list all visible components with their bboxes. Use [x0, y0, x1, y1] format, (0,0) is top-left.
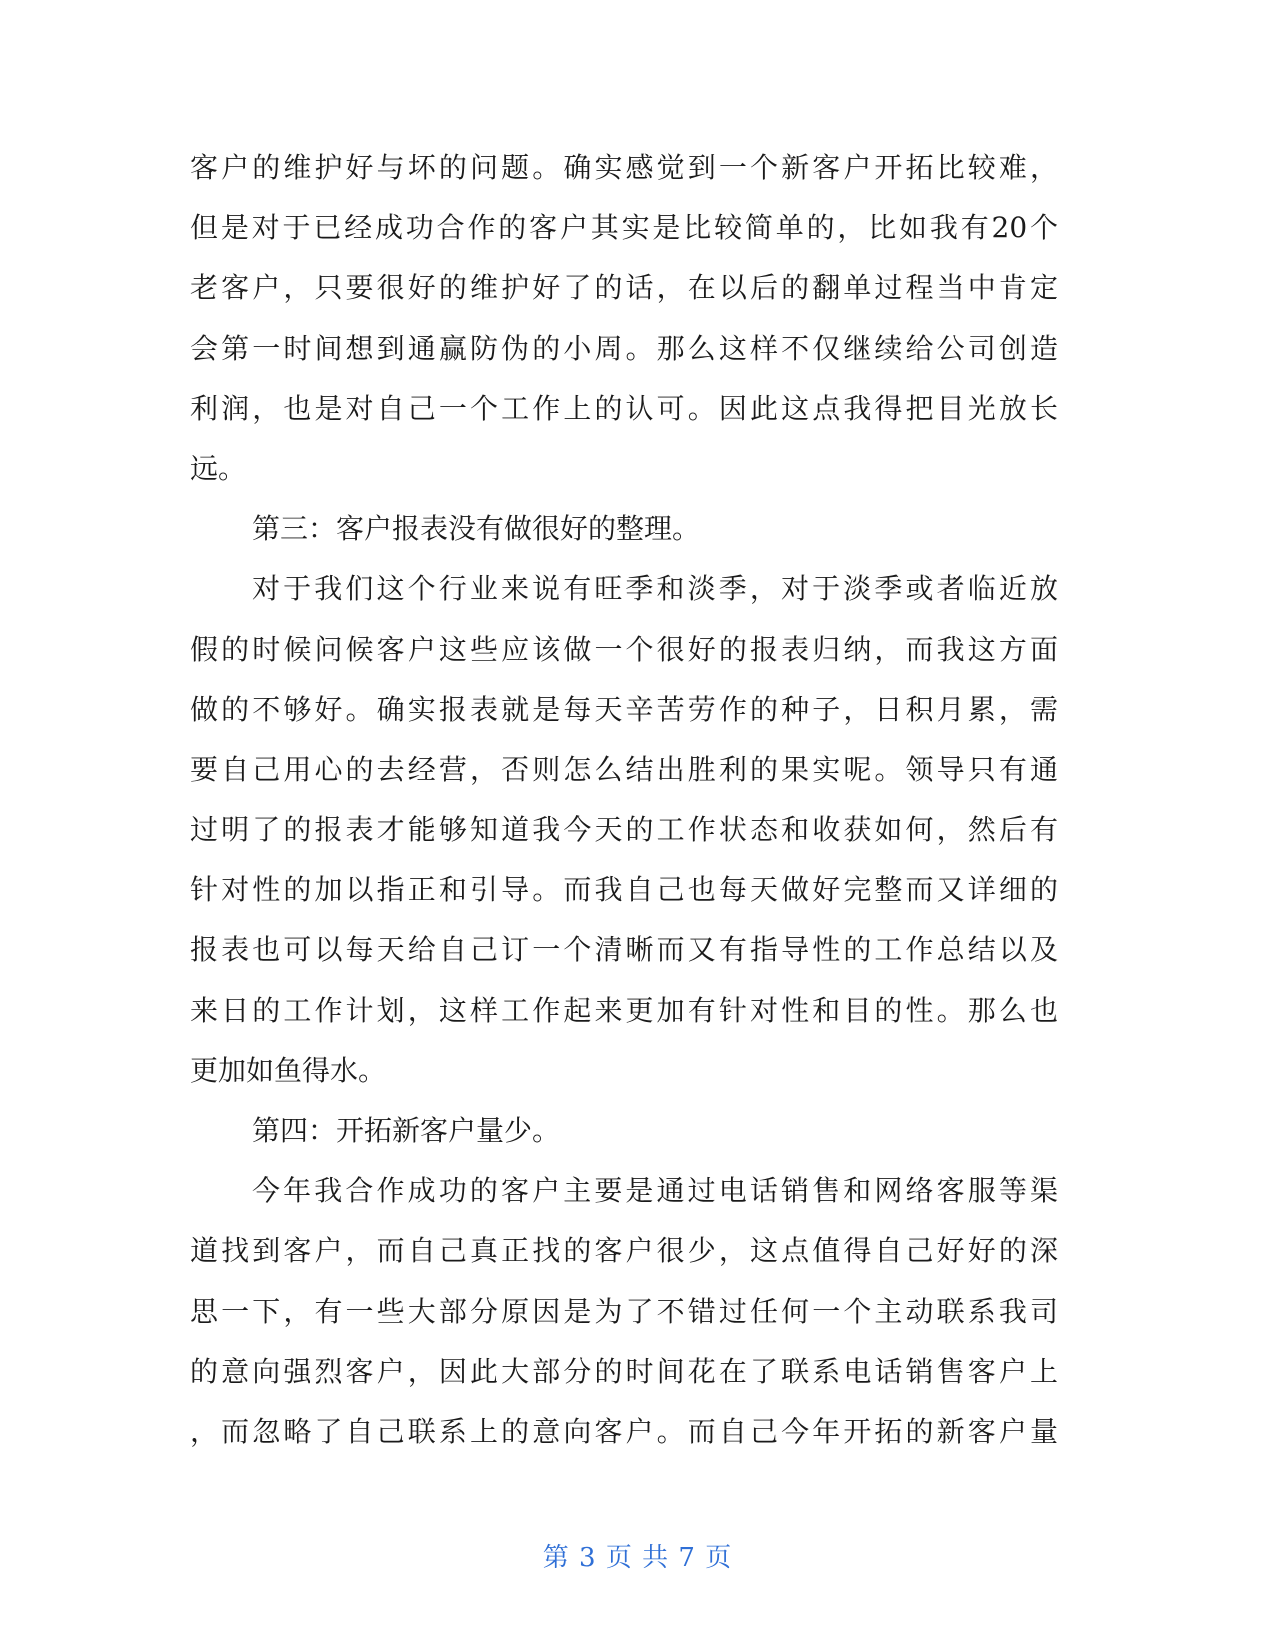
text-line: 过明了的报表才能够知道我今天的工作状态和收获如何，然后有	[190, 813, 1058, 847]
text-line: 老客户，只要很好的维护好了的话，在以后的翻单过程当中肯定	[190, 271, 1058, 305]
text-line: 来日的工作计划，这样工作起来更加有针对性和目的性。那么也	[190, 993, 1058, 1027]
text-line: 客户的维护好与坏的问题。确实感觉到一个新客户开拓比较难，	[190, 151, 1058, 184]
text-line: 更加如鱼得水。	[190, 1053, 387, 1087]
text-line: ，而忽略了自己联系上的意向客户。而自己今年开拓的新客户量	[190, 1414, 1058, 1448]
text-line: 远。	[190, 451, 247, 485]
text-line: 要自己用心的去经营，否则怎么结出胜利的果实呢。领导只有通	[190, 752, 1058, 786]
text-line: 假的时候问候客户这些应该做一个很好的报表归纳，而我这方面	[190, 632, 1058, 666]
text-line: 的意向强烈客户，因此大部分的时间花在了联系电话销售客户上	[190, 1354, 1058, 1388]
text-line: 道找到客户，而自己真正找的客户很少，这点值得自己好好的深	[190, 1234, 1058, 1268]
text-line: 做的不够好。确实报表就是每天辛苦劳作的种子，日积月累，需	[190, 692, 1058, 726]
text-line: 但是对于已经成功合作的客户其实是比较简单的，比如我有20个	[190, 211, 1058, 245]
text-line: 报表也可以每天给自己订一个清晰而又有指导性的工作总结以及	[190, 933, 1058, 967]
text-line: 今年我合作成功的客户主要是通过电话销售和网络客服等渠	[252, 1174, 1058, 1208]
text-line: 对于我们这个行业来说有旺季和淡季，对于淡季或者临近放	[252, 572, 1058, 606]
text-line: 利润，也是对自己一个工作上的认可。因此这点我得把目光放长	[190, 391, 1058, 425]
text-line: 针对性的加以指正和引导。而我自己也每天做好完整而又详细的	[190, 873, 1058, 907]
text-line: 第四：开拓新客户量少。	[252, 1114, 561, 1147]
text-line: 第三：客户报表没有做很好的整理。	[252, 512, 701, 546]
body-text	[190, 138, 1058, 1462]
text-line: 思一下，有一些大部分原因是为了不错过任何一个主动联系我司	[190, 1294, 1058, 1328]
page-number-footer: 第 3 页 共 7 页	[542, 1543, 733, 1573]
text-line: 会第一时间想到通赢防伪的小周。那么这样不仅继续给公司创造	[190, 331, 1058, 365]
